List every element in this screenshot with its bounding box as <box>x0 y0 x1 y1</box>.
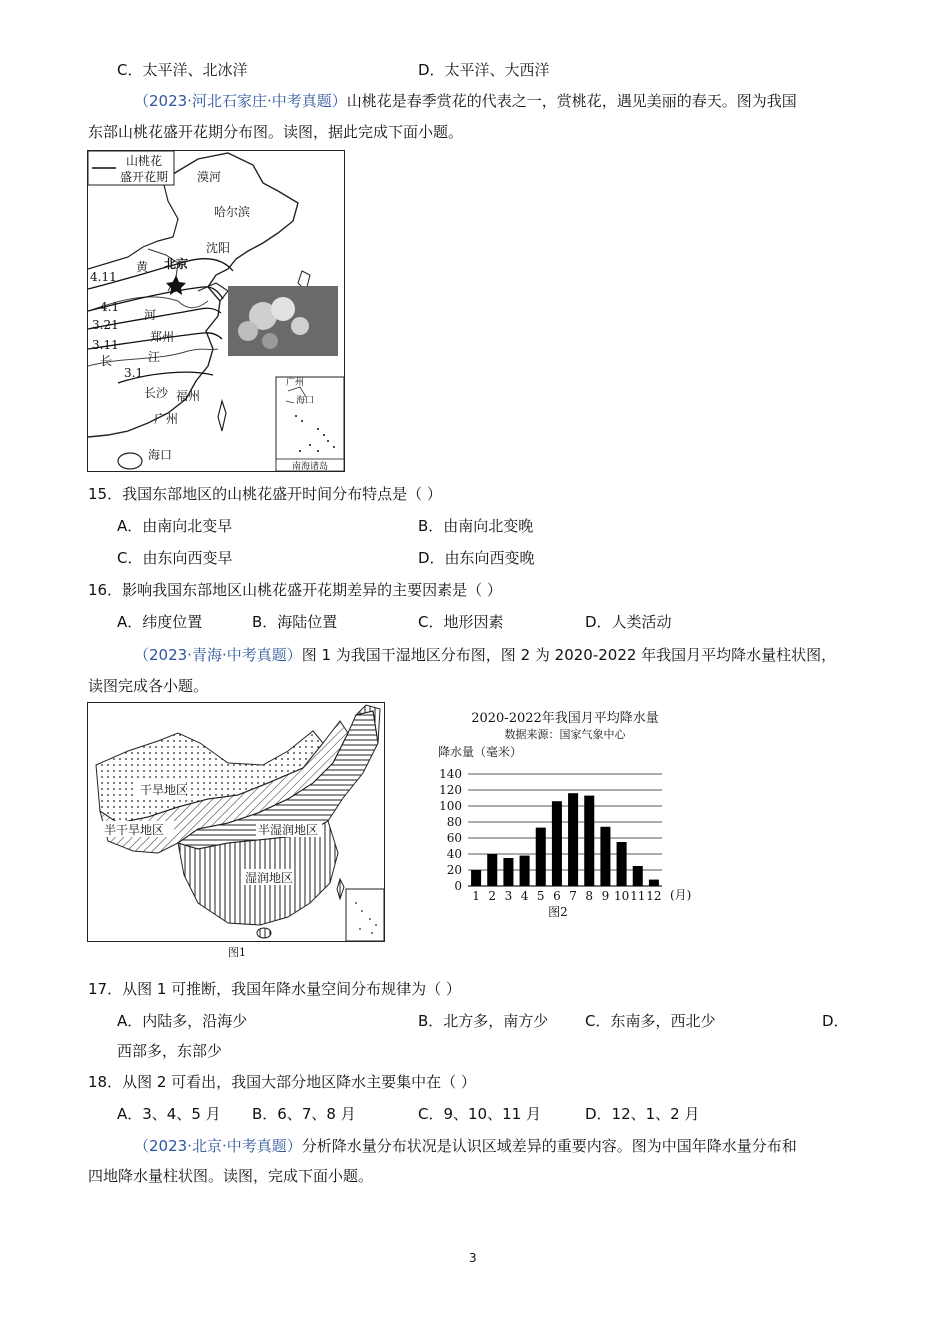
block1-intro-line1: （2023·河北石家庄·中考真题）山桃花是春季赏花的代表之一，赏桃花，遇见美丽的春天。图为我国 <box>134 92 797 110</box>
precipitation-bar-chart <box>430 708 700 923</box>
dry-wet-regions-map-svg <box>88 703 384 941</box>
city-harbin: 哈尔滨 <box>214 205 251 219</box>
chart-title: 2020-2022年我国月平均降水量 <box>471 711 659 726</box>
city-mohe: 漠河 <box>197 170 222 184</box>
y-tick-80: 80 <box>446 815 462 829</box>
bar-month-1 <box>471 870 481 886</box>
q18-stem: 18．从图 2 可看出，我国大部分地区降水主要集中在（ ） <box>88 1073 476 1091</box>
block1-intro-line2: 东部山桃花盛开花期分布图。读图，据此完成下面小题。 <box>88 123 464 141</box>
chart-yticks <box>439 767 462 893</box>
x-tick-4: 4 <box>520 889 529 903</box>
bar-month-6 <box>552 801 562 886</box>
label-semiarid: 半干旱地区 <box>104 823 165 837</box>
q18-option-a: A．3、4、5 月 <box>117 1105 221 1123</box>
x-tick-1: 1 <box>472 889 480 903</box>
legend-label-2: 盛开花期 <box>120 170 169 184</box>
fig1-caption: 图1 <box>228 946 246 959</box>
q15-stem: 15．我国东部地区的山桃花盛开时间分布特点是（ ） <box>88 485 442 503</box>
q17-option-a: A．内陆多，沿海少 <box>117 1012 248 1030</box>
q15-option-a: A．由南向北变早 <box>117 517 233 535</box>
city-shenyang: 沈阳 <box>206 241 231 255</box>
legend-label-1: 山桃花 <box>126 154 163 168</box>
river-he: 河 <box>144 308 157 322</box>
chart-xlabel: (月) <box>670 888 692 902</box>
label-humid: 湿润地区 <box>245 871 294 885</box>
city-zhengzhou: 郑州 <box>150 330 175 344</box>
city-beijing: 北京 <box>164 257 189 271</box>
city-fuzhou: 福州 <box>176 389 201 403</box>
q16-option-a: A．纬度位置 <box>117 613 203 631</box>
city-guangzhou: 广州 <box>154 412 179 426</box>
x-tick-12: 12 <box>646 889 662 903</box>
q14-option-c: C．太平洋、北冰洋 <box>117 61 248 79</box>
bar-month-12 <box>649 880 659 886</box>
chart-bars <box>471 793 659 886</box>
block2-intro-line2: 读图完成各小题。 <box>88 677 209 695</box>
river-chang: 长 <box>100 354 113 368</box>
bar-month-7 <box>568 793 578 886</box>
q16-option-b: B．海陆位置 <box>252 613 338 631</box>
x-tick-10: 10 <box>613 889 630 903</box>
block2-intro-line1: （2023·青海·中考真题）图 1 为我国干湿地区分布图，图 2 为 2020-2022 年我国月平均降水量柱状图， <box>134 646 837 664</box>
x-tick-11: 11 <box>630 889 646 903</box>
city-haikou: 海口 <box>148 448 173 462</box>
x-tick-8: 8 <box>585 889 594 903</box>
chart-xticks <box>472 889 661 903</box>
label-arid: 干旱地区 <box>140 783 189 797</box>
peach-blossom-map-svg <box>88 151 344 471</box>
dry-wet-regions-map <box>87 702 385 942</box>
y-tick-0: 0 <box>454 879 462 893</box>
q15-option-d: D．由东向西变晚 <box>418 549 535 567</box>
block3-intro-line2: 四地降水量柱状图。读图，完成下面小题。 <box>88 1167 374 1185</box>
y-tick-60: 60 <box>446 831 462 845</box>
label-semihumid: 半湿润地区 <box>258 823 319 837</box>
block3-source: （2023·北京·中考真题） <box>134 1137 302 1155</box>
bar-month-8 <box>584 796 594 886</box>
block2-source: （2023·青海·中考真题） <box>134 646 302 664</box>
bar-month-3 <box>503 858 513 886</box>
bar-month-11 <box>633 866 643 886</box>
q14-option-d: D．太平洋、大西洋 <box>418 61 550 79</box>
q17-option-c: C．东南多，西北少 <box>585 1012 716 1030</box>
inset-haikou: 海口 <box>296 396 315 406</box>
x-tick-6: 6 <box>553 889 561 903</box>
inset-guangzhou: 广州 <box>286 378 305 388</box>
q17-option-d-text: 西部多，东部少 <box>117 1042 223 1060</box>
x-tick-2: 2 <box>488 889 497 903</box>
q15-option-b: B．由南向北变晚 <box>418 517 534 535</box>
block3-intro-line1: （2023·北京·中考真题）分析降水量分布状况是认识区域差异的重要内容。图为中国年降水量分布和 <box>134 1137 797 1155</box>
q17-stem: 17．从图 1 可推断，我国年降水量空间分布规律为（ ） <box>88 980 461 998</box>
x-tick-7: 7 <box>569 889 577 903</box>
x-tick-9: 9 <box>601 889 610 903</box>
y-tick-20: 20 <box>446 863 462 877</box>
q15-option-c: C．由东向西变早 <box>117 549 233 567</box>
y-tick-100: 100 <box>439 799 462 813</box>
isoline-4-1: 4.1 <box>100 300 120 314</box>
q18-option-c: C．9、10、11 月 <box>418 1105 541 1123</box>
city-changsha: 长沙 <box>144 386 169 400</box>
q16-option-d: D．人类活动 <box>585 613 672 631</box>
chart-caption: 图2 <box>548 905 568 919</box>
isoline-3-1: 3.1 <box>124 366 144 380</box>
q18-option-d: D．12、1、2 月 <box>585 1105 700 1123</box>
x-tick-5: 5 <box>536 889 545 903</box>
bar-month-9 <box>600 827 610 886</box>
block1-source: （2023·河北石家庄·中考真题） <box>134 92 347 110</box>
bar-month-2 <box>487 854 497 886</box>
y-tick-40: 40 <box>446 847 462 861</box>
peach-blossom-map <box>87 150 345 472</box>
bar-month-10 <box>617 842 627 886</box>
bar-month-5 <box>536 828 546 886</box>
x-tick-3: 3 <box>504 889 513 903</box>
isoline-3-21: 3.21 <box>92 318 119 332</box>
q17-option-d: D． <box>822 1012 849 1030</box>
river-jiang: 江 <box>148 350 161 364</box>
page-number: 3 <box>469 1251 477 1265</box>
chart-subtitle: 数据来源：国家气象中心 <box>504 728 626 741</box>
q16-stem: 16．影响我国东部地区山桃花盛开花期差异的主要因素是（ ） <box>88 581 502 599</box>
chart-ylabel: 降水量（毫米） <box>438 745 523 759</box>
q16-option-c: C．地形因素 <box>418 613 504 631</box>
q18-option-b: B．6、7、8 月 <box>252 1105 356 1123</box>
isoline-3-11: 3.11 <box>92 338 119 352</box>
y-tick-120: 120 <box>439 783 462 797</box>
river-huang: 黄 <box>136 260 149 274</box>
inset-south-china-sea-islands: 南海诸岛 <box>292 462 329 471</box>
q17-option-b: B．北方多，南方少 <box>418 1012 549 1030</box>
isoline-4-11: 4.11 <box>90 270 117 284</box>
y-tick-140: 140 <box>439 767 462 781</box>
bar-month-4 <box>520 856 530 886</box>
